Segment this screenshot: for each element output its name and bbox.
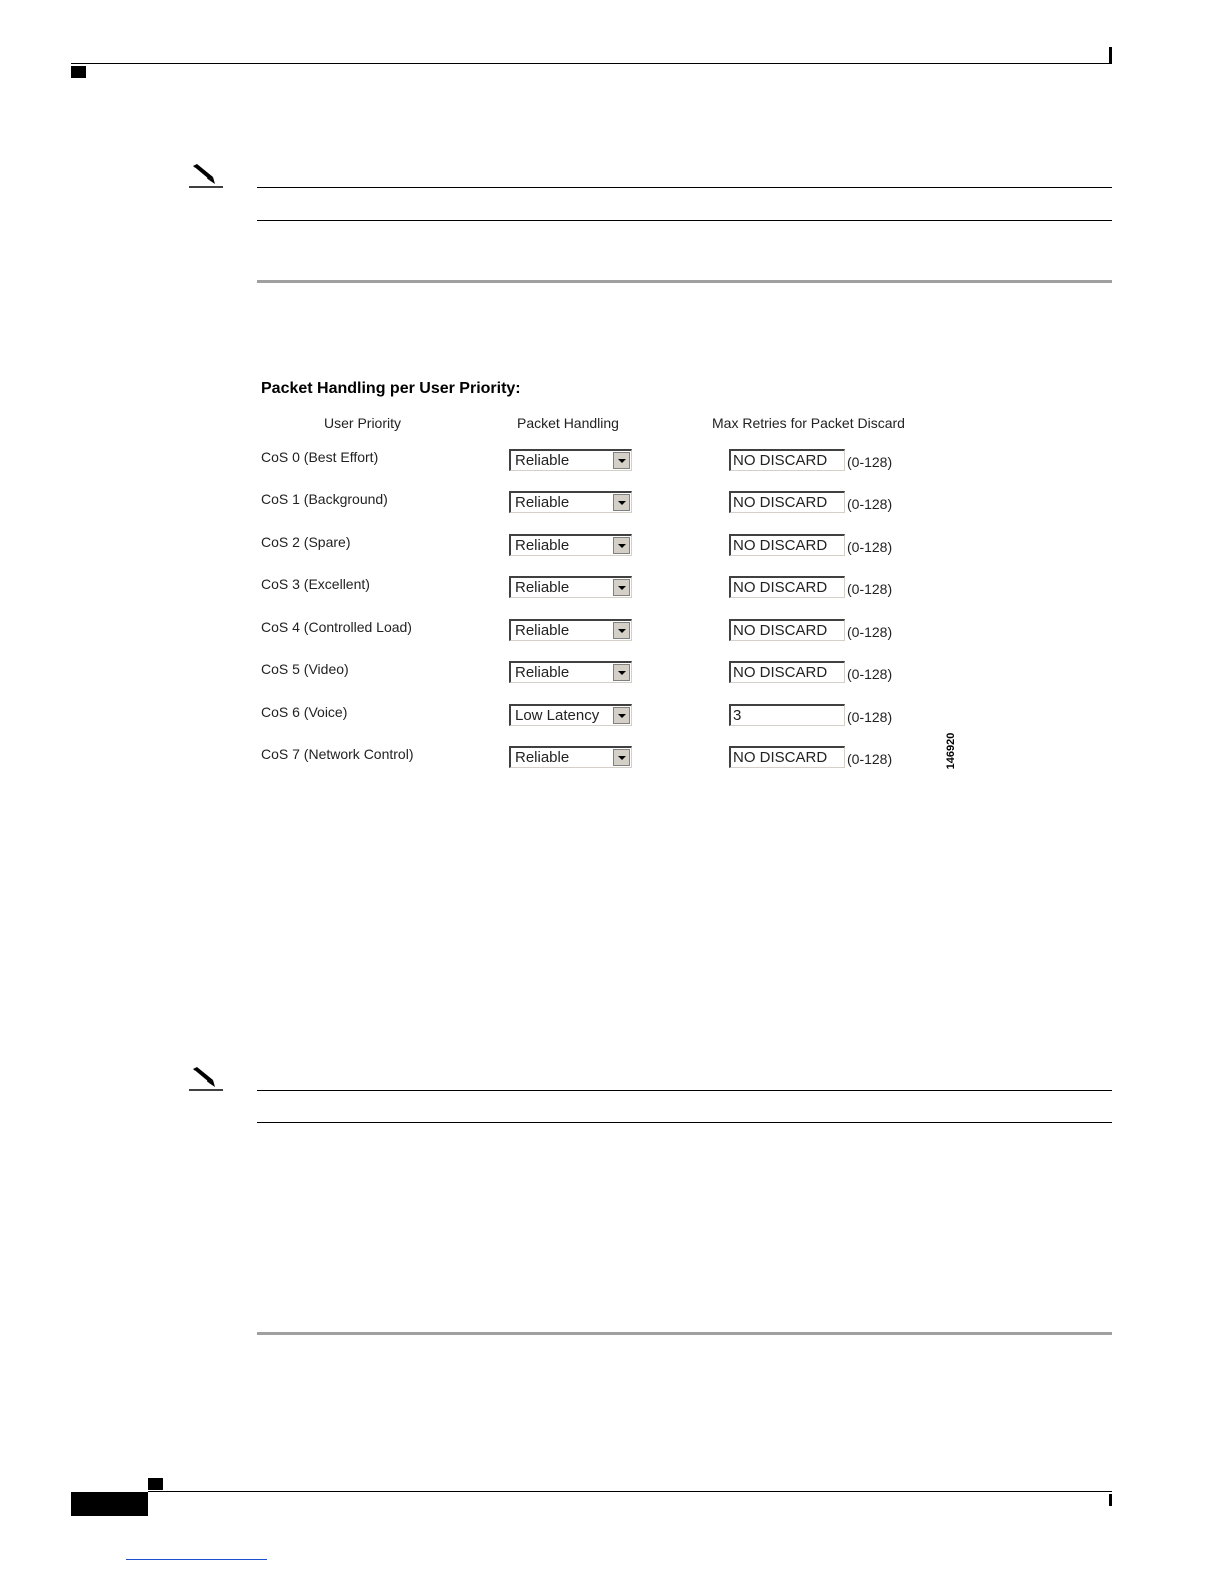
- max-retries-input[interactable]: [729, 534, 845, 556]
- header-tick: [1109, 47, 1112, 64]
- column-header-max-retries: Max Retries for Packet Discard: [712, 415, 905, 431]
- packet-handling-select[interactable]: [509, 576, 632, 598]
- select-value: Reliable: [515, 664, 570, 681]
- column-header-packet-handling: Packet Handling: [517, 415, 619, 431]
- priority-row-cos3: [0, 576, 1224, 606]
- note-rule-bottom: [257, 220, 1112, 221]
- footer-link-underline[interactable]: [126, 1559, 267, 1560]
- range-hint: (0-128): [847, 581, 893, 597]
- note-rule-top: [257, 1090, 1112, 1091]
- select-value: Reliable: [515, 452, 570, 469]
- pencil-icon: [189, 160, 225, 190]
- chevron-down-icon[interactable]: [613, 537, 630, 554]
- header-rule: [71, 63, 1112, 64]
- max-retries-input[interactable]: [729, 619, 845, 641]
- priority-label: CoS 2 (Spare): [261, 534, 351, 550]
- section-rule: [257, 280, 1112, 283]
- column-header-user-priority: User Priority: [324, 415, 402, 431]
- priority-row-cos6: [0, 704, 1224, 734]
- input-value: NO DISCARD: [733, 452, 828, 469]
- packet-handling-select[interactable]: [509, 746, 632, 768]
- priority-row-cos0: [0, 449, 1224, 479]
- select-value: Reliable: [515, 749, 570, 766]
- select-value: Reliable: [515, 494, 570, 511]
- priority-label: CoS 7 (Network Control): [261, 746, 414, 762]
- priority-row-cos4: [0, 619, 1224, 649]
- input-value: NO DISCARD: [733, 579, 828, 596]
- max-retries-input[interactable]: [729, 661, 845, 683]
- figure-title: Packet Handling per User Priority:: [261, 380, 521, 397]
- packet-handling-select[interactable]: [509, 491, 632, 513]
- select-value: Low Latency: [515, 707, 600, 724]
- section-rule: [257, 1332, 1112, 1335]
- input-value: NO DISCARD: [733, 749, 828, 766]
- priority-label: CoS 1 (Background): [261, 491, 388, 507]
- priority-row-cos1: [0, 491, 1224, 521]
- packet-handling-select[interactable]: [509, 534, 632, 556]
- figure-number: 146920: [945, 732, 957, 770]
- chevron-down-icon[interactable]: [613, 622, 630, 639]
- footer-page-block: [71, 1492, 148, 1516]
- note-rule-bottom: [257, 1122, 1112, 1123]
- priority-row-cos5: [0, 661, 1224, 691]
- range-hint: (0-128): [847, 454, 893, 470]
- chevron-down-icon[interactable]: [613, 579, 630, 596]
- chevron-down-icon[interactable]: [613, 707, 630, 724]
- max-retries-input[interactable]: [729, 746, 845, 768]
- input-value: NO DISCARD: [733, 537, 828, 554]
- priority-label: CoS 0 (Best Effort): [261, 449, 379, 465]
- range-hint: (0-128): [847, 751, 893, 767]
- priority-label: CoS 4 (Controlled Load): [261, 619, 412, 635]
- chevron-down-icon[interactable]: [613, 494, 630, 511]
- select-value: Reliable: [515, 537, 570, 554]
- note-rule-top: [257, 187, 1112, 188]
- priority-label: CoS 3 (Excellent): [261, 576, 370, 592]
- range-hint: (0-128): [847, 709, 893, 725]
- input-value: 3: [733, 707, 742, 724]
- priority-row-cos7: [0, 746, 1224, 776]
- chevron-down-icon[interactable]: [613, 664, 630, 681]
- header-marker: [71, 66, 86, 78]
- chevron-down-icon[interactable]: [613, 749, 630, 766]
- packet-handling-select[interactable]: [509, 704, 632, 726]
- max-retries-input[interactable]: [729, 449, 845, 471]
- footer-rule: [148, 1491, 1112, 1492]
- select-value: Reliable: [515, 579, 570, 596]
- range-hint: (0-128): [847, 666, 893, 682]
- input-value: NO DISCARD: [733, 494, 828, 511]
- max-retries-input[interactable]: [729, 576, 845, 598]
- priority-label: CoS 6 (Voice): [261, 704, 348, 720]
- footer-tick: [1109, 1494, 1112, 1506]
- packet-handling-select[interactable]: [509, 661, 632, 683]
- packet-handling-select[interactable]: [509, 619, 632, 641]
- select-value: Reliable: [515, 622, 570, 639]
- priority-row-cos2: [0, 534, 1224, 564]
- range-hint: (0-128): [847, 496, 893, 512]
- max-retries-input[interactable]: [729, 491, 845, 513]
- max-retries-input[interactable]: [729, 704, 845, 726]
- range-hint: (0-128): [847, 624, 893, 640]
- packet-handling-select[interactable]: [509, 449, 632, 471]
- footer-marker: [148, 1478, 163, 1490]
- input-value: NO DISCARD: [733, 622, 828, 639]
- priority-label: CoS 5 (Video): [261, 661, 349, 677]
- input-value: NO DISCARD: [733, 664, 828, 681]
- pencil-icon: [189, 1063, 225, 1093]
- range-hint: (0-128): [847, 539, 893, 555]
- chevron-down-icon[interactable]: [613, 452, 630, 469]
